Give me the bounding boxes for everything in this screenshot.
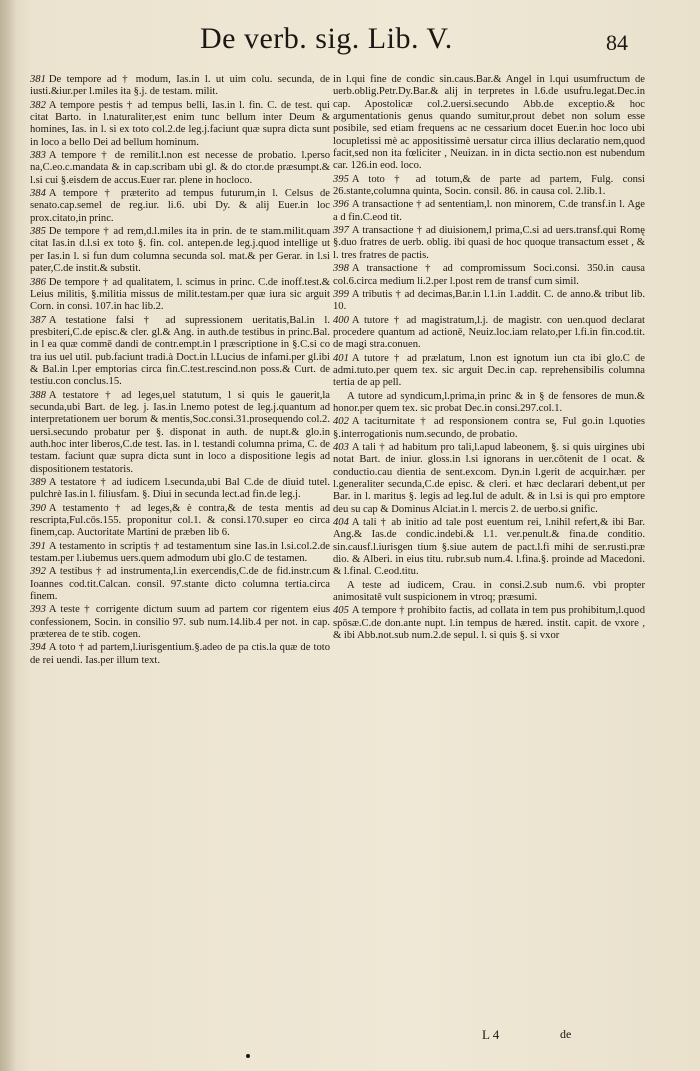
entry [30,74,330,99]
entry [333,353,645,390]
entry [30,477,330,502]
entry [333,442,645,516]
entry-text: A tali † ad habitum pro tali,l.apud labeonem, §. si quis uirgines ubi notat Bart. de iniur. gloss.in l.si ignorans in uer.cōtenit de l ocat. & conductio.cau dientia de sent.excom. Dyn.in l.gerit de acquir.hær. per l.generaliter secunda,C.de episc. & cleri. et hæc declarari debent,ut per Bar. in l. maritus §. legis ad leg.Iul de adult. & in l.si is qui pro emptore deu su cap & Dominus Alciat.in l. mercis 2. de uerbo.si gnific. [333,441,645,515]
entry-text: A testamento in scriptis † ad testamentum sine Ias.in l.si.col.2.de testam.per l.iubemus uers.quem admodum ubi glo.C de testamen. [30,540,330,565]
entry [333,315,645,352]
entry-text: A transactione † ad sententiam,l. non minorem, C.de transf.in l. Age a d fin.C.eod tit. [333,199,645,223]
entry-number: 398 [333,263,349,275]
entry-number: 388 [30,389,46,401]
entry [333,580,645,605]
entry-text: A transactione † ad compromissum Soci.consi. 350.in causa col.6.circa medium li.2.per l.post rem de transf cum simil. [333,263,645,287]
entry-text: A tempore † præterito ad tempus futurum,in l. Celsus de senato.cap.semel de reg.iur. li.6. ubi Dy. & alij Euer.in loc prox.citato,in princ. [30,188,330,224]
entry-text: A teste † corrigente dictum suum ad partem cor rigentem eius confessionem, Socin. in consilio 97. sub num.14.lib.4 per not. in cap. præterea de te stib. cogen. [30,604,330,641]
page-number: 84 [606,30,628,55]
entry-text: A transactione † ad diuisionem,l prima,C.si ad uers.transf.qui Romę §.duo fratres de uerb. oblig. ibi quasi de hoc quoque transactum esset , & l. tres fratres de pactis. [333,225,645,261]
entry [333,263,645,288]
entry-text: A tutore † ad magistratum,l.j. de magistr. con uen.quod declarat procedere quantum ad actionē, Neuiz.loc.iam relato,per l.fi.in fin.cod.tit. de magi stra.conuen. [333,314,645,351]
entry-text: A tempore pestis † ad tempus belli, Ias.in l. fin. C. de test. qui citat Barto. in l.naturaliter,est enim tunc bellum inter Deum & homines, Ias. in l. si ex toto col.2.de leg.j.faciunt quæ supra dicta sunt in loco a bello Dei ad bellum hominum. [30,99,330,148]
entry [30,188,330,225]
entry-number: 383 [30,150,46,162]
entry-number: 393 [30,604,46,616]
entry-number: 402 [333,416,349,428]
entry-text: A tempore † de remilit.l.non est necesse de probatio. l.perso na,C.eo.c.mandata & in cap.scribam ubi gl. & do ctor.de præsumpt.& l.si cui §.eisdem de accus.Euer rar. plene in hocloco. [30,150,330,186]
entry-text: A teste ad iudicem, Crau. in consi.2.sub num.6. vbi propter animositatē vult suspicionem in vtroq; præsumi. [333,579,645,604]
entry [30,541,330,566]
entry [333,391,645,416]
entry-text: A testatione falsi † ad supressionem ueritatis,Bal.in l. presbiteri,C.de episc.& cler. gl.& Ang. in auth.de testibus in princ.Bal. in l ea quæ commē dandi de contr.empt.in l præscriptione in §.C.si co tra ius uel util. pub.faciunt tradi.à Doct.in l.Lucius de infami.per gl.ibi & Bal.in l.per emptorias circa fin.C.test.rescind.non poss.& Curt. de testiu.con conclus.15. [30,314,330,388]
entry-number: 385 [30,226,46,238]
entry-number: 391 [30,540,46,552]
entry [30,390,330,476]
entry-text: A taciturnitate † ad responsionem contra se, Ful go.in l.quoties §.interrogationis num.secundo, de probatio. [333,416,645,440]
entry-text: in l.qui fine de condic sin.caus.Bar.& Angel in l.qui usumfructum de uerb.oblig.Petr.Dy.Bar.& alij in terpretes in l.6.de usufru.legat.Dec.in cap. Apostolicæ col.2.uersi.secundo Abb.de exceptio.& hoc argumentationis genus quando sumitur,prout debet non solum esse posibile, sed etiam frequens ac ne cessarium docet Euer.in hoc loco ubi locupletissi mè ac appositissimè uersatur circa illius declaratio nem,quod facit,sed non ita fœliciter , Neuizan. in in dicta sectio.non est nubendum car. 126.in eod. loco. [333,74,645,172]
entry [30,604,330,641]
entry-number: 386 [30,276,46,288]
signature-mark: L 4 [482,1027,500,1042]
entry [333,174,645,199]
entry [333,605,645,642]
entry-number: 396 [333,199,349,211]
entry [30,503,330,540]
entry-number: 403 [333,441,349,453]
entry-number: 401 [333,352,349,364]
entry [333,74,645,173]
entry [30,150,330,187]
entry-number: 394 [30,642,46,654]
entry-number: 400 [333,314,349,326]
entry [30,315,330,389]
entry-text: A tali † ab initio ad tale post euentum rei, l.nihil refert,& ibi Bar. Ang.& Ias.de condic.indebi.& l.1. ver.penult.& fina.de conditio. sin.causf.l.iurisgen tium §.siue autem de pact.l.fi mihi de ser.rusti.præ dio. & Alberi. in eius titu. rubr.sub num.4. l.fina.§. proinde ad Macedoni. & l.final. C.eod.titu. [333,517,645,578]
entry-text: A tutore ad syndicum,l.prima,in princ & in § de fensores de mun.& honor.per quem tex. sic probat Dec.in consi.297.col.1. [333,390,645,414]
entry-number: 382 [30,99,46,111]
entry [30,566,330,603]
entry-text: A tutore † ad prælatum, l.non est ignotum iun cta ibi glo.C de admi.tuto.per quem tex. sic arguit Dec.in cap. reprehensibilis columna tertia de ap pell. [333,352,645,389]
entry-number: 389 [30,477,46,488]
entry-number: 395 [333,173,349,185]
entry [30,226,330,275]
entry-text: A testatore † ad leges,uel statutum, l si quis le gauerit,la secunda,ubi Bart. de leg. j. Ias.in l.nemo potest de leg.j.quantum ad interpretationem uer borum & mentis,Soc.consi.31.prosequendo col.2. uersi.secundo probatur per §. disponat in auth. de nupt.& glo.in auth.hoc inter liberos,C.de test. Ias. in l. testandi columna prima, C. de testam. faciunt quæ supra dicta sunt in loco a dispositione legis ad dispositionem testatoris. [30,389,330,475]
left-column [30,74,330,668]
entry-number: 404 [333,517,349,529]
entry [30,100,330,149]
entry-number: 399 [333,288,349,300]
entry [333,289,645,314]
ink-dot [246,1054,250,1058]
entry-text: A testibus † ad instrumenta,l.in exercendis,C.de de fid.instr.cum Ioannes cod.tit.Calcan. consil. 97.stante dicto columna tertia.circa finem. [30,566,330,603]
entry-number: 397 [333,225,349,237]
entry-text: De tempore † ad qualitatem, l. scimus in princ. C.de inoff.test.& Leius militis, §.militia missus de milit.testam.per quæ iura sic arguit Corn. in consi. 107.in hac lib.2. [30,276,330,313]
entry-number: 387 [30,314,46,326]
entry-text: A tributis † ad decimas,Bar.in l.1.in 1.addit. C. de anno.& tribut lib. 10. [333,288,645,313]
gutter-shadow [0,0,16,1071]
entry-text: A testamento † ad leges,& è contra,& de testa mentis ad rescripta,Ful.cōs.155. proponitur col.1. & consi.170.super eo circa finem,cap. Auctoritate Martini de præben lib 6. [30,502,330,539]
catchword: de [560,1027,572,1041]
entry-text: De tempore † ad rem,d.l.miles ita in prin. de te stam.milit.quam citat Ias.in d.l.si ex toto §. fin. col. antepen.de leg.j.quod intellige ut per Ias.in l. si fun dum columna secunda sol. mat.& per Gerar. in l.si pater,C.de instit.& substit. [30,226,330,275]
entry-number: 384 [30,188,46,200]
entry [333,225,645,262]
entry [333,416,645,441]
entry-text: A testatore † ad iudicem l.secunda,ubi Bal C.de de diuid tutel. pulchrè Ias.in l. filiusfam. §. Diui in secunda lect.ad fin.de leg.j. [30,477,330,501]
running-head: De verb. sig. Lib. V. [200,22,453,55]
entry-text: A toto † ad partem,l.iurisgentium.§.adeo de pa ctis.la quæ de toto de rei uendi. Ias.per illum text. [30,642,330,666]
entry [30,277,330,314]
entry-number: 392 [30,566,46,578]
entry-number: 381 [30,74,46,85]
entry-text: De tempore ad † modum, Ias.in l. ut uim colu. secunda, de iusti.&iur.per l.miles ita §.j. de testam. milit. [30,74,330,98]
entry [333,517,645,579]
entry-text: A toto † ad totum,& de parte ad partem, Fulg. consi 26.stante,columna quinta, Socin. consil. 86. in causa col. 2.lib.1. [333,173,645,198]
entry [333,199,645,224]
entry-number: 390 [30,502,46,514]
entry-text: A tempore † prohibito factis, ad collata in tem pus prohibitum,l.quod spōsæ.C.de don.ante nupt. l.in tempus de hæred. instit. capit. de vxore , & ibi Abb.not.sub num.2.de sepul. l. si quis §. si vxor [333,605,645,642]
entry [30,642,330,667]
entry-number: 405 [333,605,349,617]
right-column [333,74,645,643]
